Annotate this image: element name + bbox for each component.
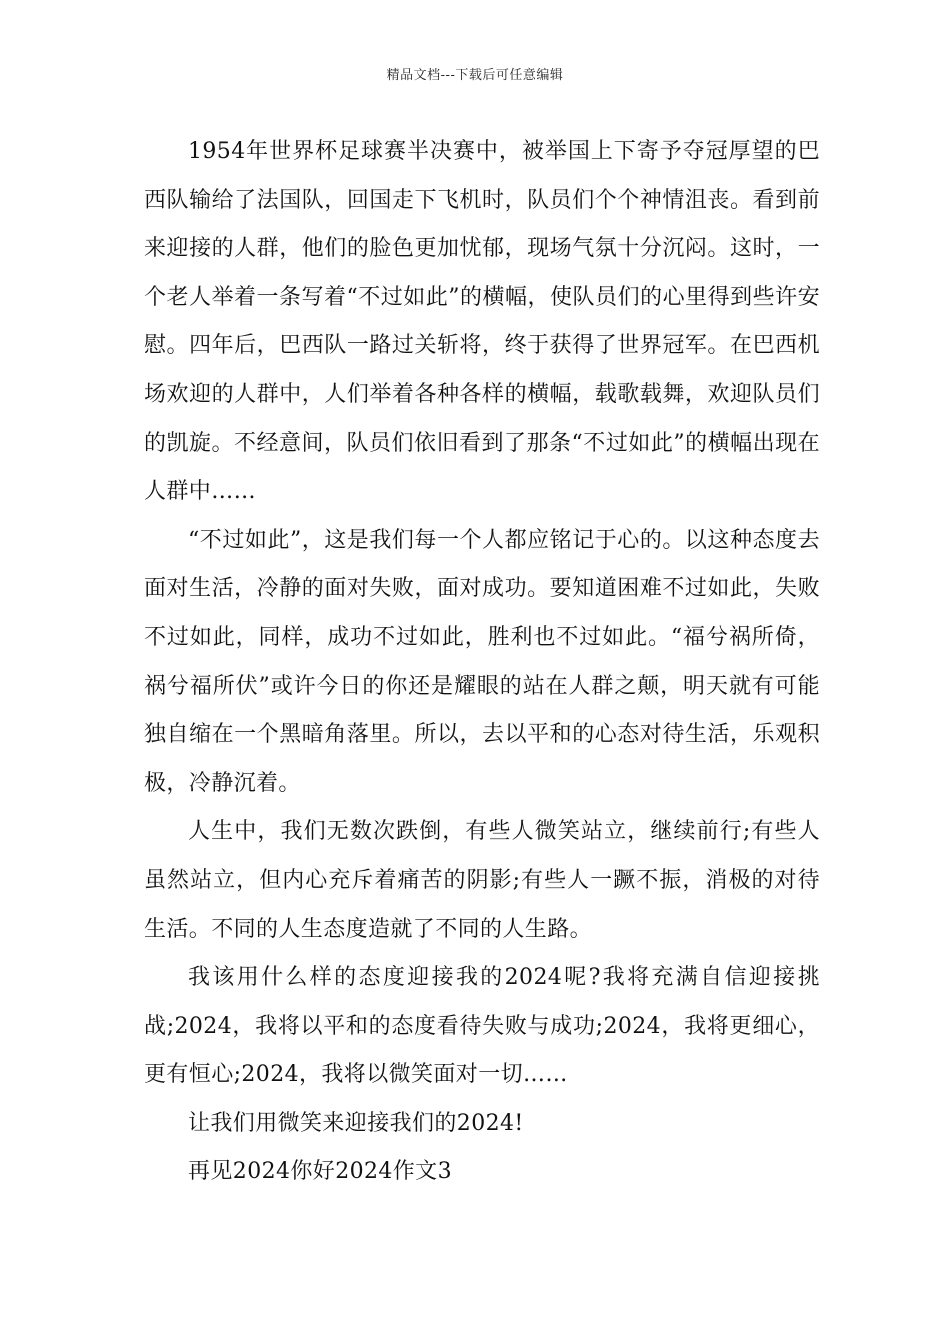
paragraph-1: 1954年世界杯足球赛半决赛中，被举国上下寄予夺冠厚望的巴西队输给了法国队，回国走下飞机时，队员们个个神情沮丧。看到前来迎接的人群，他们的脸色更加忧郁，现场气氛十分沉闷。这时，一个老人举着一条写着“不过如此”的横幅，使队员们的心里得到些许安慰。四年后，巴西队一路过关斩将，终于获得了世界冠军。在巴西机场欢迎的人群中，人们举着各种各样的横幅，载歌载舞，欢迎队员们的凯旋。不经意间，队员们依旧看到了那条“不过如此”的横幅出现在人群中…… (144, 139, 820, 505)
page-header: 精品文档---下载后可任意编辑 (386, 68, 564, 83)
paragraph-2: “不过如此”，这是我们每一个人都应铭记于心的。以这种态度去面对生活，冷静的面对失败，面对成功。要知道困难不过如此，失败不过如此，同样，成功不过如此，胜利也不过如此。“福兮祸所倚，祸兮福所伏”或许今日的你还是耀眼的站在人群之颠，明天就有可能独自缩在一个黑暗角落里。所以，去以平和的心态对待生活，乐观积极，冷静沉着。 (144, 527, 820, 796)
document-body (144, 128, 820, 1197)
paragraph-3: 人生中，我们无数次跌倒，有些人微笑站立，继续前行;有些人虽然站立，但内心充斥着痛苦的阴影;有些人一蹶不振，消极的对待生活。不同的人生态度造就了不同的人生路。 (144, 819, 820, 942)
paragraph-4: 我该用什么样的态度迎接我的2024呢?我将充满自信迎接挑战;2024，我将以平和的态度看待失败与成功;2024，我将更细心，更有恒心;2024，我将以微笑面对一切…… (144, 965, 820, 1088)
paragraph-5: 让我们用微笑来迎接我们的2024! (188, 1110, 524, 1136)
paragraph-6: 再见2024你好2024作文3 (188, 1159, 452, 1185)
